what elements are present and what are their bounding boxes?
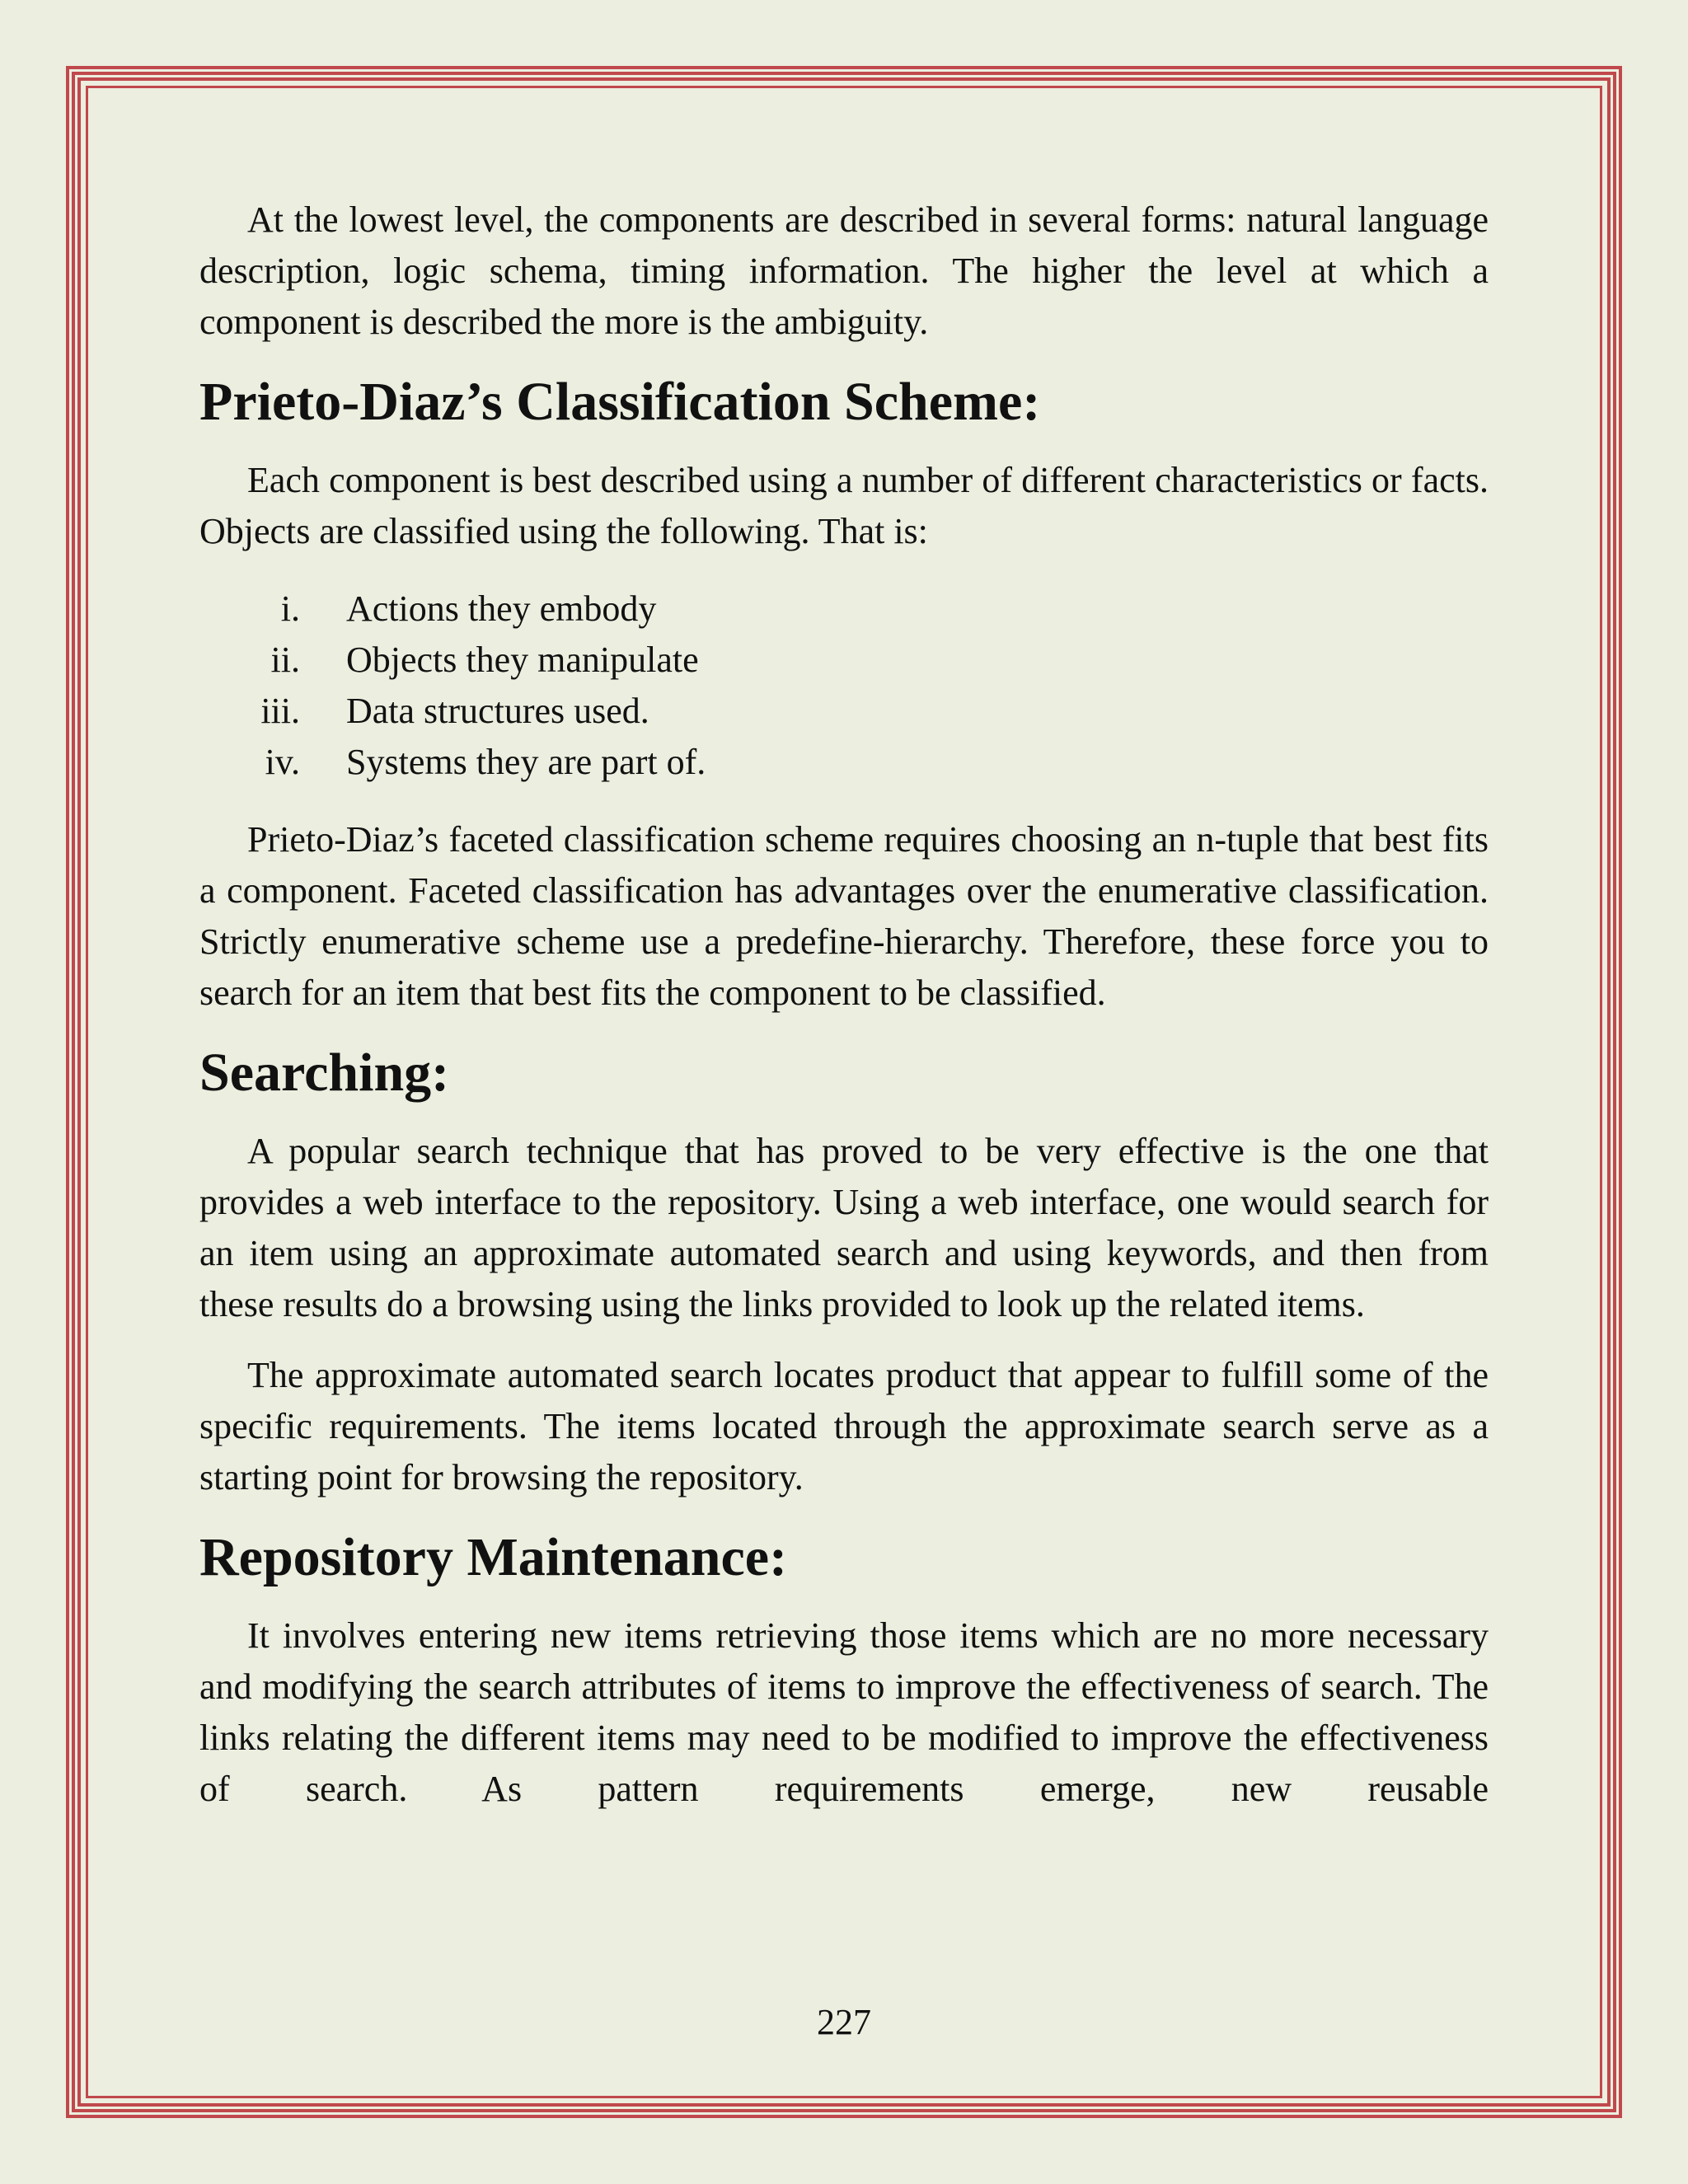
list-item-number: ii. [270, 640, 300, 680]
list-item-text: Systems they are part of. [346, 742, 706, 782]
list-item-number: iii. [260, 691, 300, 731]
list-item-number: i. [280, 588, 300, 629]
list-item [199, 635, 1489, 686]
paragraph-approximate-search: The approximate automated search locates product that appear to fulfill some of the specific requirements. The items located through the approximate search serve as a starting point for browsing the repository. [199, 1355, 1489, 1497]
heading-repository-maintenance: Repository Maintenance: [199, 1527, 788, 1587]
list-item-text: Data structures used. [346, 691, 649, 731]
page-content [199, 194, 1489, 1815]
list-item [199, 686, 1489, 737]
heading-searching: Searching: [199, 1043, 450, 1103]
paragraph-maintenance: It involves entering new items retrieving those items which are no more necessary and modifying the search attributes of items to improve the effectiveness of search. The links relating the different items may need to be modified to improve the effectiveness of search. As pattern requirements emerge, new reusable [199, 1615, 1489, 1809]
list-item [199, 737, 1489, 788]
heading-classification-scheme: Prieto-Diaz’s Classification Scheme: [199, 372, 1041, 432]
page-number: 227 [817, 2002, 871, 2042]
paragraph-search-technique: A popular search technique that has proved to be very effective is the one that provides a web interface to the repository. Using a web interface, one would search for an item using an approximate automated search and using keywords, and then from these results do a browsing using the links provided to look up the related items. [199, 1131, 1489, 1324]
paragraph-component-facts: Each component is best described using a number of different characteristics or facts. Objects are classified using the following. That is: [199, 460, 1489, 551]
paragraph-lowest-level: At the lowest level, the components are described in several forms: natural language description, logic schema, timing information. The higher the level at which a component is described the more is the ambiguity. [199, 199, 1489, 342]
list-item-number: iv. [265, 742, 300, 782]
list-item [199, 583, 1489, 635]
facet-list [199, 583, 1489, 788]
paragraph-faceted-classification: Prieto-Diaz’s faceted classification scheme requires choosing an n-tuple that best fits a component. Faceted classification has advantages over the enumerative classification. Strictly enumerative scheme use a predefine-hierarchy. Therefore, these force you to search for an item that best fits the component to be classified. [199, 819, 1489, 1013]
list-item-text: Objects they manipulate [346, 640, 699, 680]
list-item-text: Actions they embody [346, 588, 657, 629]
